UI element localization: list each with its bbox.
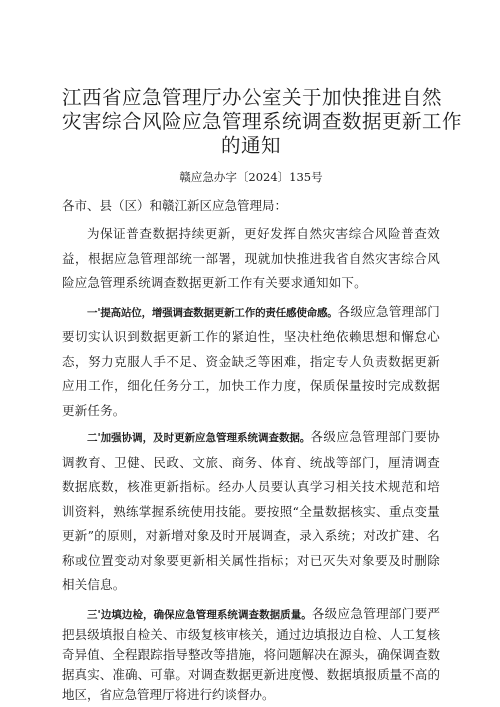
document-title bbox=[62, 0, 463, 158]
title-line-3: 的通知 bbox=[220, 134, 281, 157]
section-3-paragraph bbox=[62, 604, 440, 705]
section-3-body: 各级应急管理部门要严把县级填报自检关、市级复核审核关，通过边填报边自检、人工复核奇异值、全程跟踪指导整改等措施，将问题解决在源头，确保调查数据真实、准确、可靠。对调查数据更新进度慢、数据填报质量不高的地区，省应急管理厅将进行约谈督办。 bbox=[62, 605, 440, 702]
document-number: 赣应急办字〔2024〕135号 bbox=[179, 170, 323, 184]
salutation: 各市、县（区）和赣江新区应急管理局： bbox=[62, 198, 288, 213]
section-2-body: 各级应急管理部门要协调教育、卫健、民政、文旅、商务、体育、统战等部门，厘清调查数据底数，核准更新指标。经办人员要认真学习相关技术规范和培训资料，熟练掌握系统使用技能。要按照“全量数据核实、重点变量更新”的原则，对新增对象及时开展调查，录入系统；对改扩建、名称或位置变动对象要更新相关属性指标；对已灭失对象要及时删除相关信息。 bbox=[62, 429, 440, 592]
section-1-heading: 一'提高站位，增强调查数据更新工作的责任感使命感。 bbox=[87, 306, 338, 319]
title-line-2: 灾害综合风险应急管理系统调查数据更新工作 bbox=[62, 110, 463, 133]
section-1-body: 各级应急管理部门要切实认识到数据更新工作的紧迫性，坚决杜绝依赖思想和懈怠心态，努力克服人手不足、资金缺乏等困难，指定专人负责数据更新应用工作，细化任务分工，加快工作力度，保质保量按时完成数据更新任务。 bbox=[62, 303, 440, 418]
intro-paragraph: 为保证普查数据持续更新，更好发挥自然灾害综合风险普查效益，根据应急管理部统一部署，现就加快推进我省自然灾害综合风险应急管理系统调查数据更新工作有关要求通知如下。 bbox=[62, 226, 440, 290]
section-3-heading: 三'边填边检，确保应急管理系统调查数据质量。 bbox=[87, 608, 312, 621]
section-2-heading: 二'加强协调，及时更新应急管理系统调查数据。 bbox=[87, 432, 311, 444]
section-1-paragraph bbox=[62, 300, 440, 424]
section-2-paragraph bbox=[62, 425, 440, 598]
title-line-1: 江西省应急管理厅办公室关于加快推进自然 bbox=[62, 86, 443, 109]
